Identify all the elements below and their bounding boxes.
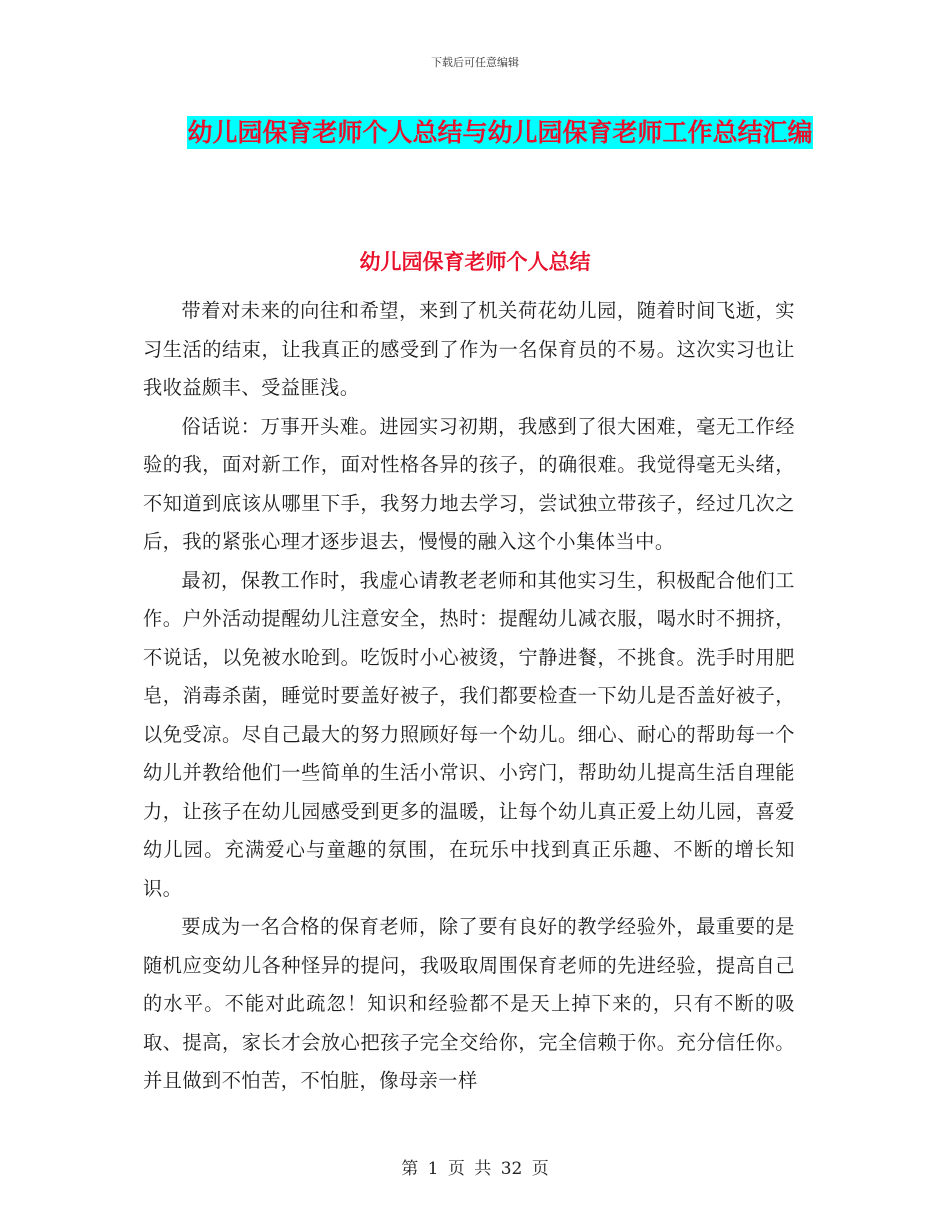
document-title: [130, 108, 870, 158]
paragraph-4: 要成为一名合格的保育老师，除了要有良好的教学经验外，最重要的是随机应变幼儿各种怪异的提问，我吸取周围保育老师的先进经验，提高自己的水平。不能对此疏忽！知识和经验都不是天上掉下来的，只有不断的吸取、提高，家长才会放心把孩子完全交给你，完全信赖于你。充分信任你。并且做到不怕苦，不怕脏，像母亲一样: [143, 915, 795, 1092]
paragraph-3: 最初，保教工作时，我虚心请教老老师和其他实习生，积极配合他们工作。户外活动提醒幼儿注意安全，热时：提醒幼儿减衣服，喝水时不拥挤，不说话，以免被水呛到。吃饭时小心被烫，宁静进餐，不挑食。洗手时用肥皂，消毒杀菌，睡觉时要盖好被子，我们都要检查一下幼儿是否盖好被子，以免受凉。尽自己最大的努力照顾好每一个幼儿。细心、耐心的帮助每一个幼儿并教给他们一些简单的生活小常识、小窍门，帮助幼儿提高生活自理能力，让孩子在幼儿园感受到更多的温暖，让每个幼儿真正爱上幼儿园，喜爱幼儿园。充满爱心与童趣的氛围，在玩乐中找到真正乐趣、不断的增长知识。: [143, 568, 795, 900]
page-number: 第 1 页 共 32 页: [401, 1159, 549, 1179]
header-note: 下载后可任意编辑: [431, 56, 519, 69]
document-body: [143, 292, 795, 1101]
section-title: 幼儿园保育老师个人总结: [359, 250, 591, 274]
document-title-text: 幼儿园保育老师个人总结与幼儿园保育老师工作总结汇编: [187, 118, 813, 147]
paragraph-2: 俗话说：万事开头难。进园实习初期，我感到了很大困难，毫无工作经验的我，面对新工作，面对性格各异的孩子，的确很难。我觉得毫无头绪，不知道到底该从哪里下手，我努力地去学习，尝试独立带孩子，经过几次之后，我的紧张心理才逐步退去，慢慢的融入这个小集体当中。: [143, 414, 795, 553]
paragraph-1: 带着对未来的向往和希望，来到了机关荷花幼儿园，随着时间飞逝，实习生活的结束，让我真正的感受到了作为一名保育员的不易。这次实习也让我收益颇丰、受益匪浅。: [143, 299, 795, 399]
